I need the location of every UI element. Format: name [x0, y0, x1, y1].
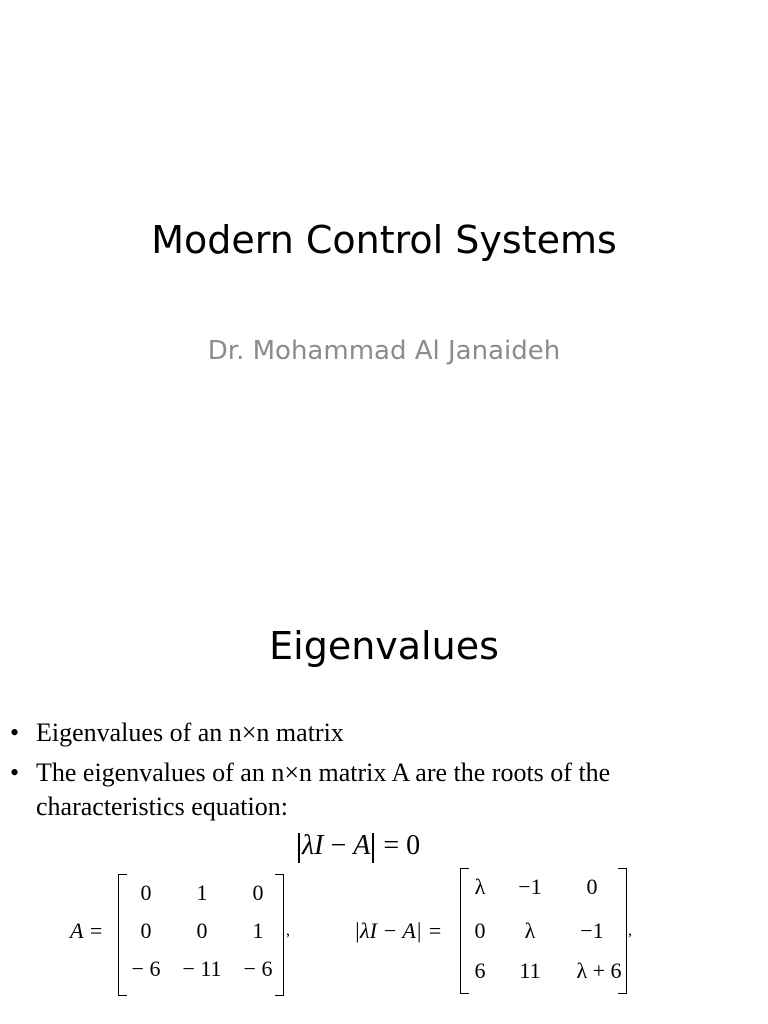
eq-zero: 0: [406, 830, 421, 861]
matrix-lambda-cell: −1: [518, 874, 542, 899]
eq-matrix-a: A: [353, 830, 371, 861]
bullet-item: [10, 716, 750, 750]
matrix-a-cell: 1: [252, 918, 264, 943]
matrix-a-cell: 0: [252, 880, 264, 905]
matrix-a-cell: − 11: [182, 956, 222, 981]
matrix-lambda-cell: −1: [580, 918, 604, 943]
matrix-lambda-cell: 0: [474, 918, 486, 943]
matrix-lambda-cell: 11: [519, 958, 541, 983]
eq-equals: =: [383, 830, 400, 861]
eq-identity: I: [314, 830, 324, 861]
matrix-a-cell: − 6: [131, 956, 161, 981]
matrix-lambda-cell: 0: [586, 874, 598, 899]
matrix-a-label: A =: [70, 918, 104, 943]
bullet-text: The eigenvalues of an n×n matrix A are the roots of the characteristics equation:: [36, 758, 611, 821]
bullet-text: Eigenvalues of an n×n matrix: [36, 718, 344, 747]
matrix-a-cell: 1: [196, 880, 208, 905]
bullet-marker: •: [10, 758, 20, 787]
eq-lambda: λ: [302, 830, 315, 861]
eq-minus: −: [330, 830, 347, 861]
matrix-lambda-cell: λ: [524, 918, 536, 943]
matrix-a-right-bracket: [275, 874, 284, 996]
matrix-a: [70, 872, 300, 1002]
bullet-item: [10, 756, 750, 824]
matrix-lambda-label: |λI − A| =: [354, 918, 443, 943]
determinant-bar-right: [372, 833, 374, 863]
matrix-lambda-comma: ,: [628, 922, 632, 939]
matrix-lambda-cell: λ: [474, 874, 486, 899]
slide-eigenvalues: [0, 576, 768, 1024]
matrix-a-cell: 0: [196, 918, 208, 943]
matrix-lambda-right-bracket: [618, 868, 627, 994]
matrix-lambda-i-minus-a: [354, 866, 644, 996]
determinant-bar-left: [298, 833, 300, 863]
slide-author-subtitle: Dr. Mohammad Al Janaideh: [207, 336, 561, 366]
matrix-a-comma: ,: [286, 922, 290, 939]
matrix-a-cell: 0: [140, 918, 152, 943]
matrix-a-cell: − 6: [243, 956, 273, 981]
matrix-lambda-cell: λ + 6: [576, 958, 622, 983]
matrix-a-cell: 0: [140, 880, 152, 905]
bullet-marker: •: [10, 718, 20, 747]
bullet-list: [10, 716, 750, 830]
matrix-lambda-cell: 6: [474, 958, 486, 983]
slide-eigenvalues-heading: Eigenvalues: [269, 624, 499, 668]
characteristic-equation: [296, 830, 420, 863]
slide-title-heading: Modern Control Systems: [151, 218, 617, 262]
